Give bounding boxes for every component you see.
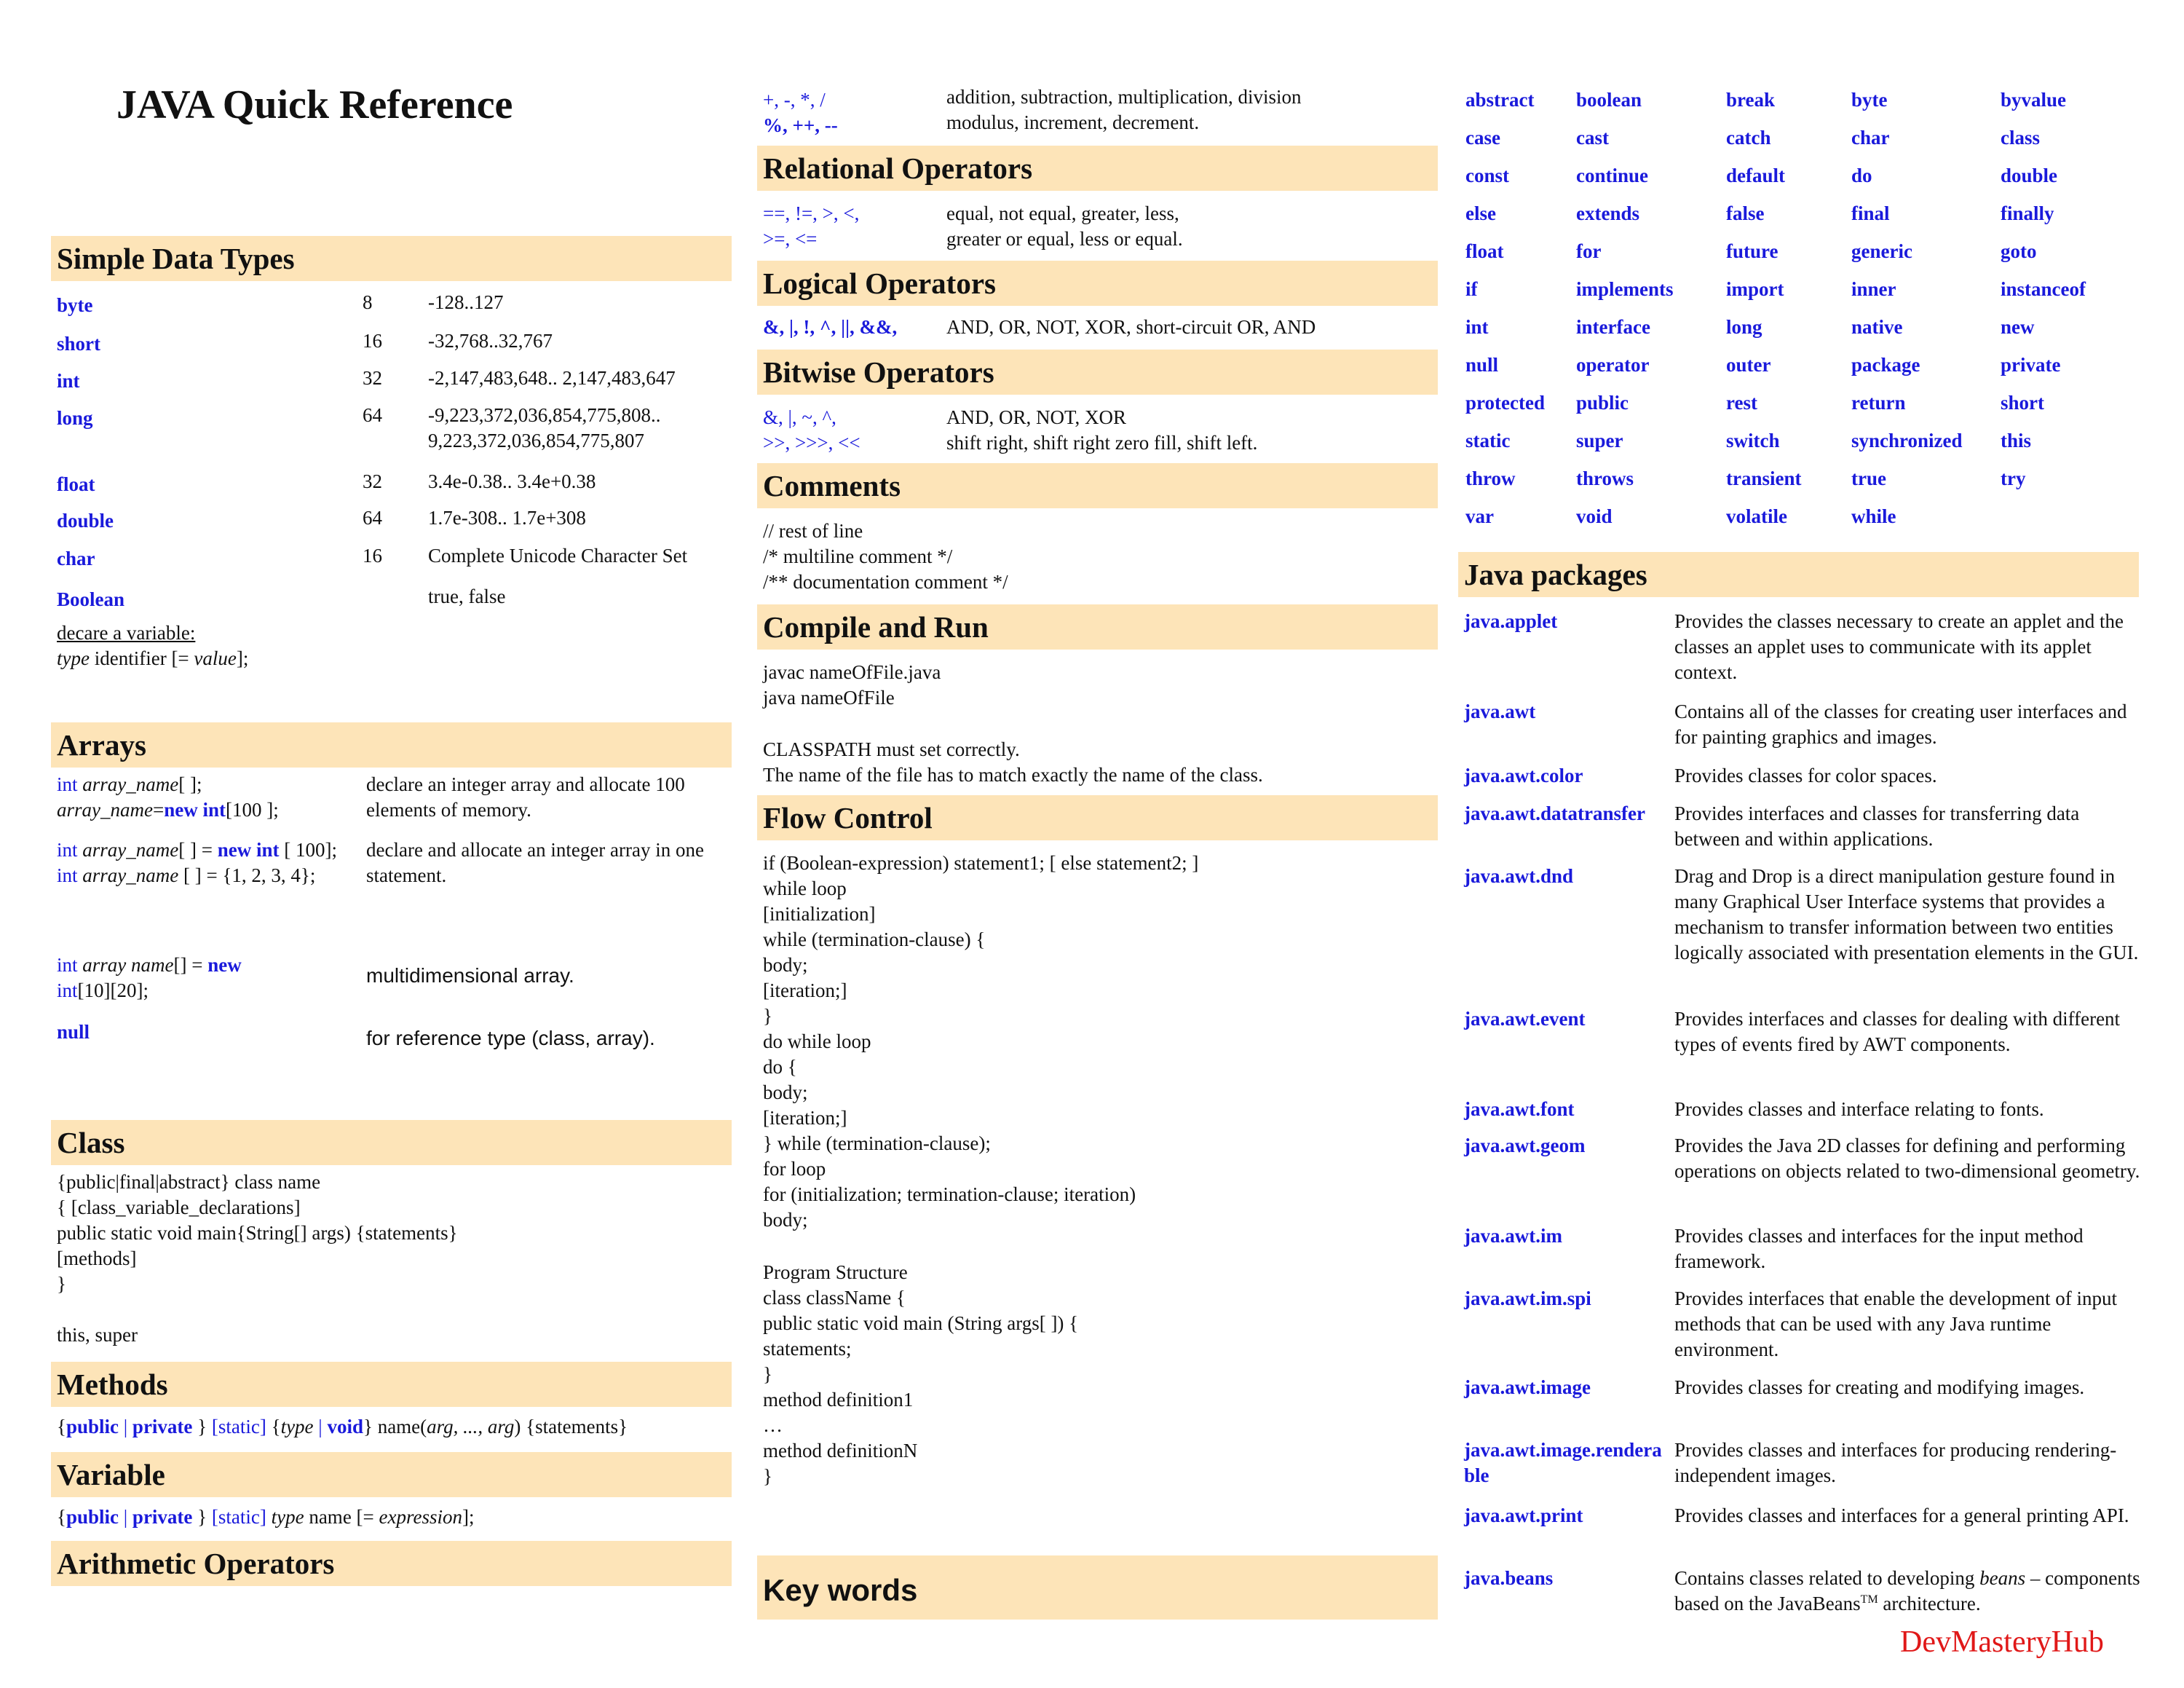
brand-watermark: DevMasteryHub bbox=[1900, 1625, 2104, 1659]
program-structure-line: Program Structure bbox=[763, 1261, 908, 1283]
package-desc: Contains classes related to developing beans – components based on the JavaBeans™ architecture. bbox=[1674, 1567, 2140, 1615]
keyword: false bbox=[1726, 202, 1765, 224]
type-bits: 8 bbox=[363, 291, 373, 313]
keyword: this bbox=[2001, 430, 2032, 451]
package-name: java.awt bbox=[1464, 701, 1536, 722]
program-structure-line: method definitionN bbox=[763, 1440, 918, 1462]
array-multi-code: int array name[] = new int[10][20]; bbox=[57, 954, 242, 1002]
keyword: private bbox=[2001, 354, 2061, 376]
package-name: java.awt.im bbox=[1464, 1225, 1562, 1247]
flow-line: for loop bbox=[763, 1158, 826, 1180]
type-name: byte bbox=[57, 294, 93, 316]
keyword: instanceof bbox=[2001, 278, 2086, 300]
keyword: else bbox=[1465, 202, 1496, 224]
relational-ops: ==, !=, >, <, >=, <= bbox=[763, 202, 860, 251]
package-name: java.awt.datatransfer bbox=[1464, 802, 1645, 824]
keyword: boolean bbox=[1576, 89, 1642, 111]
package-name: java.awt.im.spi bbox=[1464, 1287, 1591, 1309]
logical-ops: &, |, !, ^, ||, &&, bbox=[763, 316, 898, 338]
keyword: goto bbox=[2001, 240, 2037, 262]
package-desc: Provides the classes necessary to create an applet and the classes an applet uses to communicate with its applet context. bbox=[1674, 610, 2124, 684]
keyword: class bbox=[2001, 127, 2040, 149]
page-title: JAVA Quick Reference bbox=[116, 82, 513, 127]
keyword: package bbox=[1851, 354, 1920, 376]
comment-line: // rest of line bbox=[763, 520, 863, 542]
keyword: continue bbox=[1576, 165, 1649, 186]
type-name: short bbox=[57, 333, 100, 355]
section-heading-methods: Methods bbox=[51, 1362, 732, 1407]
comments-list bbox=[763, 518, 1008, 595]
flow-line: } bbox=[763, 1005, 772, 1027]
flow-line: body; bbox=[763, 1209, 808, 1231]
keyword: volatile bbox=[1726, 505, 1787, 527]
bitwise-desc: AND, OR, NOT, XOR shift right, shift right zero fill, shift left. bbox=[946, 406, 1258, 454]
keyword: default bbox=[1726, 165, 1785, 186]
program-structure-line: statements; bbox=[763, 1338, 852, 1360]
class-syntax-line: } bbox=[57, 1273, 66, 1295]
flow-line: do while loop bbox=[763, 1030, 871, 1052]
keyword: inner bbox=[1851, 278, 1896, 300]
package-desc: Provides the Java 2D classes for defining and performing operations on objects related to two-dimensional geometry. bbox=[1674, 1135, 2140, 1183]
keyword: null bbox=[1465, 354, 1499, 376]
type-name: long bbox=[57, 407, 93, 429]
relational-desc: equal, not equal, greater, less, greater or equal, less or equal. bbox=[946, 202, 1183, 251]
flow-line: } while (termination-clause); bbox=[763, 1132, 991, 1154]
type-bits: 16 bbox=[363, 545, 382, 567]
keyword: const bbox=[1465, 165, 1509, 186]
flow-line: [iteration;] bbox=[763, 979, 847, 1001]
compile-line: javac nameOfFile.java bbox=[763, 661, 941, 683]
keyword: public bbox=[1576, 392, 1629, 414]
keyword: interface bbox=[1576, 316, 1650, 338]
keyword: throw bbox=[1465, 468, 1516, 489]
keyword: native bbox=[1851, 316, 1903, 338]
section-heading-class: Class bbox=[51, 1120, 732, 1165]
keyword: if bbox=[1465, 278, 1478, 300]
type-name: int bbox=[57, 370, 80, 392]
bitwise-ops: &, |, ~, ^, >>, >>>, << bbox=[763, 406, 860, 454]
keyword: int bbox=[1465, 316, 1489, 338]
package-name: java.applet bbox=[1464, 610, 1558, 632]
program-structure-line: } bbox=[763, 1465, 772, 1487]
type-range: -2,147,483,648.. 2,147,483,647 bbox=[428, 367, 676, 389]
keyword: true bbox=[1851, 468, 1886, 489]
package-desc: Provides classes for color spaces. bbox=[1674, 765, 1937, 786]
array-allocate-desc: declare and allocate an integer array in one statement. bbox=[366, 839, 704, 887]
package-name: java.awt.event bbox=[1464, 1008, 1586, 1030]
type-bits: 64 bbox=[363, 507, 382, 529]
array-declare-code: int array_name[ ]; array_name=new int[100 ]; bbox=[57, 773, 279, 821]
package-name: java.awt.print bbox=[1464, 1504, 1583, 1526]
compile-note-line: CLASSPATH must set correctly. bbox=[763, 738, 1020, 760]
package-desc: Provides interfaces that enable the development of input methods that can be used with any Java runtime environment. bbox=[1674, 1287, 2118, 1361]
section-heading-key-words: Key words bbox=[757, 1555, 1438, 1620]
arithmetic-desc: addition, subtraction, multiplication, division modulus, increment, decrement. bbox=[946, 86, 1302, 134]
package-name: java.beans bbox=[1464, 1567, 1554, 1589]
keyword: finally bbox=[2001, 202, 2054, 224]
type-range: Complete Unicode Character Set bbox=[428, 545, 688, 567]
keyword: future bbox=[1726, 240, 1779, 262]
class-syntax-line: { [class_variable_declarations] bbox=[57, 1196, 301, 1219]
array-null-desc: for reference type (class, array). bbox=[366, 1027, 655, 1049]
keyword: operator bbox=[1576, 354, 1650, 376]
program-structure bbox=[763, 1260, 1078, 1489]
package-name: java.awt.dnd bbox=[1464, 865, 1574, 887]
declare-variable bbox=[57, 620, 248, 671]
class-syntax bbox=[57, 1170, 458, 1297]
keyword: do bbox=[1851, 165, 1872, 186]
package-name: java.awt.color bbox=[1464, 765, 1583, 786]
type-name: Boolean bbox=[57, 588, 125, 610]
keyword: transient bbox=[1726, 468, 1802, 489]
type-name: char bbox=[57, 548, 95, 569]
keyword: synchronized bbox=[1851, 430, 1963, 451]
array-null-keyword: null bbox=[57, 1021, 90, 1043]
compile-commands bbox=[763, 660, 941, 711]
section-heading-variable: Variable bbox=[51, 1452, 732, 1497]
keyword: implements bbox=[1576, 278, 1674, 300]
flow-line: [initialization] bbox=[763, 903, 876, 925]
keyword: float bbox=[1465, 240, 1504, 262]
compile-notes bbox=[763, 737, 1263, 788]
flow-line: while (termination-clause) { bbox=[763, 928, 986, 950]
keyword: var bbox=[1465, 505, 1494, 527]
class-syntax-line: {public|final|abstract} class name bbox=[57, 1171, 321, 1193]
keyword: switch bbox=[1726, 430, 1780, 451]
program-structure-line: } bbox=[763, 1363, 772, 1385]
section-heading-simple-data-types: Simple Data Types bbox=[51, 236, 732, 281]
type-range: -32,768..32,767 bbox=[428, 330, 553, 352]
section-heading-arrays: Arrays bbox=[51, 722, 732, 768]
keyword: try bbox=[2001, 468, 2026, 489]
compile-line: java nameOfFile bbox=[763, 687, 895, 709]
keyword: cast bbox=[1576, 127, 1609, 149]
comment-line: /* multiline comment */ bbox=[763, 545, 953, 568]
declare-variable-syntax: type identifier [= value]; bbox=[57, 647, 249, 670]
type-range: 3.4e-0.38.. 3.4e+0.38 bbox=[428, 470, 596, 492]
keyword: for bbox=[1576, 240, 1602, 262]
methods-syntax: {public | private } [static] {type | void} name(arg, ..., arg) {statements} bbox=[57, 1416, 628, 1437]
type-name: double bbox=[57, 510, 114, 532]
keyword: import bbox=[1726, 278, 1784, 300]
package-desc: Provides classes and interfaces for a general printing API. bbox=[1674, 1504, 2129, 1526]
program-structure-line: class className { bbox=[763, 1287, 906, 1309]
package-desc: Provides classes and interface relating to fonts. bbox=[1674, 1098, 2044, 1120]
logical-desc: AND, OR, NOT, XOR, short-circuit OR, AND bbox=[946, 316, 1316, 338]
keyword: while bbox=[1851, 505, 1896, 527]
keyword: short bbox=[2001, 392, 2044, 414]
package-desc: Contains all of the classes for creating user interfaces and for painting graphics and images. bbox=[1674, 701, 2127, 749]
keyword: byte bbox=[1851, 89, 1888, 111]
package-desc: Provides interfaces and classes for dealing with different types of events fired by AWT components. bbox=[1674, 1008, 2121, 1056]
keyword: static bbox=[1465, 430, 1511, 451]
type-bits: 32 bbox=[363, 470, 382, 492]
type-bits: 64 bbox=[363, 404, 382, 426]
keyword: rest bbox=[1726, 392, 1757, 414]
type-bits: 16 bbox=[363, 330, 382, 352]
keyword: char bbox=[1851, 127, 1890, 149]
program-structure-line: method definition1 bbox=[763, 1389, 914, 1411]
keyword: case bbox=[1465, 127, 1500, 149]
program-structure-line: … bbox=[763, 1414, 783, 1436]
declare-variable-label: decare a variable: bbox=[57, 622, 196, 644]
keyword: double bbox=[2001, 165, 2058, 186]
type-range: 1.7e-308.. 1.7e+308 bbox=[428, 507, 586, 529]
package-desc: Drag and Drop is a direct manipulation gesture found in many Graphical User Interface systems that provides a mechanism to transfer information between two entities logically associated with presentation elements in the GUI. bbox=[1674, 865, 2139, 964]
program-structure-line: public static void main (String args[ ]) { bbox=[763, 1312, 1079, 1334]
section-heading-arithmetic-operators: Arithmetic Operators bbox=[51, 1541, 732, 1586]
class-syntax-line: [methods] bbox=[57, 1247, 137, 1270]
compile-note-line: The name of the file has to match exactly the name of the class. bbox=[763, 764, 1263, 786]
keyword: throws bbox=[1576, 468, 1634, 489]
array-declare-desc: declare an integer array and allocate 100 elements of memory. bbox=[366, 773, 685, 821]
keyword: super bbox=[1576, 430, 1623, 451]
keyword: abstract bbox=[1465, 89, 1535, 111]
type-range: true, false bbox=[428, 585, 506, 607]
flow-line: if (Boolean-expression) statement1; [ else statement2; ] bbox=[763, 852, 1199, 874]
array-multi-desc: multidimensional array. bbox=[366, 964, 574, 987]
package-desc: Provides classes and interfaces for producing rendering-independent images. bbox=[1674, 1439, 2117, 1487]
type-bits: 32 bbox=[363, 367, 382, 389]
keyword: new bbox=[2001, 316, 2035, 338]
keyword: generic bbox=[1851, 240, 1912, 262]
flow-line: body; bbox=[763, 954, 808, 976]
type-range: -9,223,372,036,854,775,808.. 9,223,372,036,854,775,807 bbox=[428, 404, 661, 452]
array-allocate-code: int array_name[ ] = new int [ 100]; int array_name [ ] = {1, 2, 3, 4}; bbox=[57, 839, 337, 887]
type-range: -128..127 bbox=[428, 291, 504, 313]
section-heading-comments: Comments bbox=[757, 463, 1438, 508]
package-desc: Provides classes and interfaces for the input method framework. bbox=[1674, 1225, 2084, 1273]
keyword: protected bbox=[1465, 392, 1545, 414]
keyword: return bbox=[1851, 392, 1906, 414]
class-syntax-line: public static void main{String[] args) {statements} bbox=[57, 1222, 458, 1245]
flow-line: body; bbox=[763, 1081, 808, 1103]
keyword: extends bbox=[1576, 202, 1639, 224]
section-heading-java-packages: Java packages bbox=[1458, 552, 2139, 597]
package-desc: Provides classes for creating and modifying images. bbox=[1674, 1376, 2085, 1398]
section-heading-compile-and-run: Compile and Run bbox=[757, 604, 1438, 650]
keyword: outer bbox=[1726, 354, 1771, 376]
package-name: java.awt.font bbox=[1464, 1098, 1575, 1120]
section-heading-logical-operators: Logical Operators bbox=[757, 261, 1438, 306]
flow-control-syntax bbox=[763, 851, 1198, 1233]
package-name: java.awt.image.renderable bbox=[1464, 1439, 1662, 1487]
package-desc: Provides interfaces and classes for transferring data between and within applications. bbox=[1674, 802, 2080, 851]
package-name: java.awt.image bbox=[1464, 1376, 1591, 1398]
keyword: long bbox=[1726, 316, 1762, 338]
keyword: catch bbox=[1726, 127, 1771, 149]
flow-line: for (initialization; termination-clause; iteration) bbox=[763, 1183, 1136, 1205]
arithmetic-ops: +, -, *, / %, ++, -- bbox=[763, 89, 838, 137]
package-name: java.awt.geom bbox=[1464, 1135, 1586, 1156]
type-name: float bbox=[57, 473, 95, 495]
variable-syntax: {public | private } [static] type name [= expression]; bbox=[57, 1506, 475, 1528]
section-heading-bitwise-operators: Bitwise Operators bbox=[757, 350, 1438, 395]
flow-line: while loop bbox=[763, 877, 847, 899]
flow-line: [iteration;] bbox=[763, 1107, 847, 1129]
section-heading-flow-control: Flow Control bbox=[757, 795, 1438, 840]
comment-line: /** documentation comment */ bbox=[763, 571, 1008, 593]
keyword: void bbox=[1576, 505, 1613, 527]
flow-line: do { bbox=[763, 1056, 797, 1078]
keyword: break bbox=[1726, 89, 1776, 111]
keyword: final bbox=[1851, 202, 1890, 224]
this-super: this, super bbox=[57, 1324, 138, 1346]
section-heading-relational-operators: Relational Operators bbox=[757, 146, 1438, 191]
keyword: byvalue bbox=[2001, 89, 2067, 111]
